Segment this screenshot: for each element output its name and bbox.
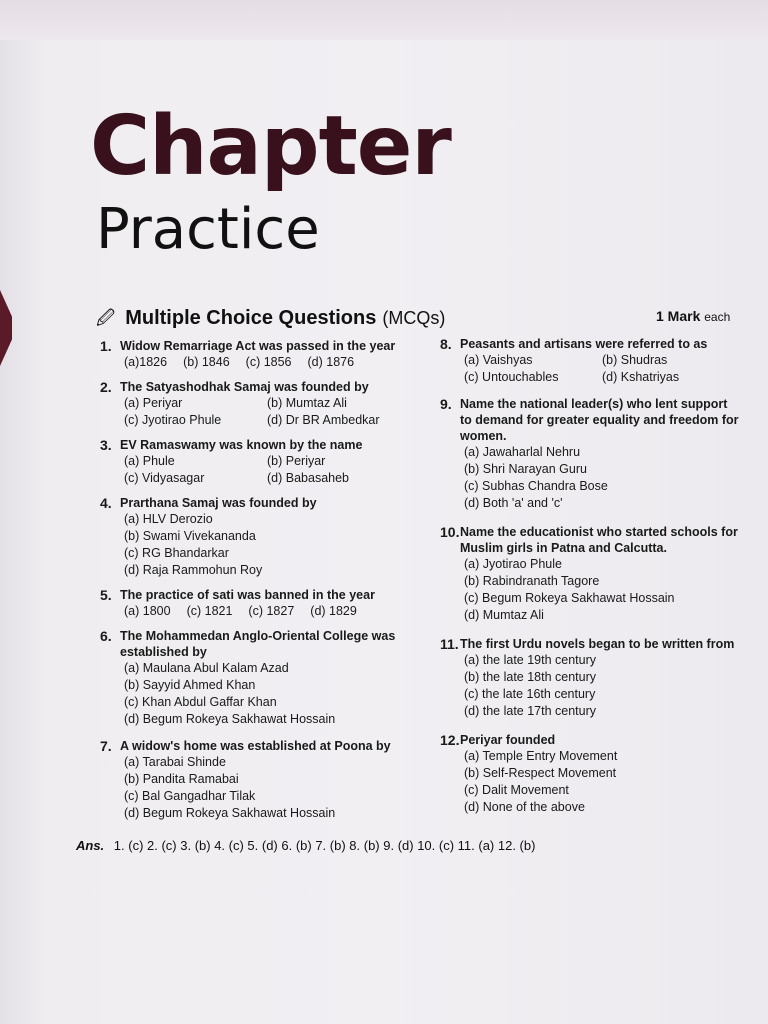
option-item: (c) Khan Abdul Gaffar Khan <box>124 695 277 709</box>
answer-text: 1. (c) 2. (c) 3. (b) 4. (c) 5. (d) 6. (b) 7. (b) 8. (b) 9. (d) 10. (c) 11. (a) 12. (b) <box>113 838 536 853</box>
question-number: 3. <box>100 437 112 453</box>
question-item <box>100 738 410 822</box>
option-item: (c) Untouchables <box>464 370 559 384</box>
options-group <box>124 603 410 620</box>
question-text: The first Urdu novels began to be written from <box>460 637 735 651</box>
question-number: 5. <box>100 587 112 603</box>
question-number: 10. <box>440 524 460 540</box>
option-item: (c) 1827 <box>248 604 295 618</box>
question-item <box>440 336 740 386</box>
question-number: 12. <box>440 732 460 748</box>
question-number: 11. <box>440 636 459 652</box>
option-item: (c) 1856 <box>245 355 292 369</box>
option-item: (d) Babasaheb <box>267 471 350 485</box>
option-item: (d) 1876 <box>307 355 355 369</box>
question-text: Name the national leader(s) who lent support to demand for greater equality and freedom for women. <box>460 397 739 443</box>
question-number: 1. <box>100 338 112 354</box>
question-item <box>100 628 410 728</box>
option-item: (b) Self-Respect Movement <box>464 766 617 780</box>
option-item: (b) Periyar <box>267 454 326 468</box>
option-item: (b) 1846 <box>183 355 230 369</box>
option-item: (d) Dr BR Ambedkar <box>267 413 380 427</box>
question-item <box>440 636 740 720</box>
options-group <box>464 352 740 386</box>
option-item: (b) the late 18th century <box>464 670 597 684</box>
option-item: (a) the late 19th century <box>464 653 597 667</box>
option-item: (a) Temple Entry Movement <box>464 749 618 763</box>
option-item: (a) HLV Derozio <box>124 512 213 526</box>
question-item <box>440 396 740 512</box>
page-edge-marker <box>0 290 12 366</box>
question-text: Periyar founded <box>460 733 556 747</box>
question-number: 8. <box>440 336 452 352</box>
question-text: The Satyashodhak Samaj was founded by <box>120 380 369 394</box>
option-item: (c) Subhas Chandra Bose <box>464 479 608 493</box>
question-number: 2. <box>100 379 112 395</box>
marks-each: each <box>704 310 731 324</box>
option-item: (d) Mumtaz Ali <box>464 608 544 622</box>
options-group <box>464 652 740 720</box>
option-item: (a) Maulana Abul Kalam Azad <box>124 661 289 675</box>
option-item: (a) Vaishyas <box>464 353 533 367</box>
option-item: (c) Vidyasagar <box>124 471 205 485</box>
options-group <box>124 754 410 822</box>
question-number: 7. <box>100 738 112 754</box>
answer-key <box>76 838 535 853</box>
questions-right-column <box>440 336 740 816</box>
question-text: Peasants and artisans were referred to as <box>460 337 708 351</box>
chapter-title: Chapter <box>90 99 451 194</box>
option-item: (b) Mumtaz Ali <box>267 396 347 410</box>
question-item <box>100 338 410 371</box>
question-item <box>100 437 410 487</box>
option-item: (d) None of the above <box>464 800 585 814</box>
option-item: (d) Both 'a' and 'c' <box>464 496 563 510</box>
edit-icon: 🖉 <box>96 308 116 328</box>
option-item: (a) Jyotirao Phule <box>464 557 562 571</box>
question-text: The practice of sati was banned in the year <box>120 588 375 602</box>
question-item <box>100 587 410 620</box>
marks-value: 1 Mark <box>656 308 701 324</box>
option-item: (a) Jawaharlal Nehru <box>464 445 581 459</box>
options-group <box>124 511 410 579</box>
question-text: The Mohammedan Anglo-Oriental College was established by <box>120 629 396 659</box>
option-item: (b) Swami Vivekananda <box>124 529 256 543</box>
answer-label: Ans. <box>76 838 105 853</box>
option-item: (d) Begum Rokeya Sakhawat Hossain <box>124 806 336 820</box>
option-item: (a) Periyar <box>124 396 183 410</box>
question-text: Prarthana Samaj was founded by <box>120 496 317 510</box>
question-text: Name the educationist who started schools for Muslim girls in Patna and Calcutta. <box>460 525 738 555</box>
section-abbr: (MCQs) <box>382 308 446 328</box>
section-title: Multiple Choice Questions <box>125 307 377 329</box>
page-top-band <box>0 0 768 40</box>
option-item: (d) Begum Rokeya Sakhawat Hossain <box>124 712 336 726</box>
option-item: (d) Kshatriyas <box>602 370 680 384</box>
options-group <box>464 748 740 816</box>
option-item: (c) Jyotirao Phule <box>124 413 222 427</box>
option-item: (d) Raja Rammohun Roy <box>124 563 263 577</box>
option-item: (a) Tarabai Shinde <box>124 755 226 769</box>
option-item: (b) Rabindranath Tagore <box>464 574 600 588</box>
options-group <box>124 395 410 429</box>
question-item <box>440 524 740 624</box>
option-item: (c) 1821 <box>186 604 233 618</box>
question-item <box>100 495 410 579</box>
option-item: (b) Sayyid Ahmed Khan <box>124 678 256 692</box>
options-group <box>124 453 410 487</box>
option-item: (a) 1800 <box>124 604 171 618</box>
question-item <box>100 379 410 429</box>
option-item: (d) the late 17th century <box>464 704 597 718</box>
practice-title: Practice <box>96 197 320 262</box>
option-item: (b) Shudras <box>602 353 668 367</box>
question-text: EV Ramaswamy was known by the name <box>120 438 363 452</box>
options-group <box>124 354 410 371</box>
questions-left-column <box>100 338 410 822</box>
marks-note <box>656 308 730 324</box>
section-heading <box>96 306 445 336</box>
options-group <box>124 660 410 728</box>
question-item <box>440 732 740 816</box>
option-item: (d) 1829 <box>310 604 357 618</box>
question-number: 4. <box>100 495 112 511</box>
question-text: Widow Remarriage Act was passed in the year <box>120 339 396 353</box>
options-group <box>464 556 740 624</box>
option-item: (c) RG Bhandarkar <box>124 546 229 560</box>
option-item: (b) Pandita Ramabai <box>124 772 239 786</box>
question-text: A widow's home was established at Poona by <box>120 739 391 753</box>
option-item: (b) Shri Narayan Guru <box>464 462 587 476</box>
option-item: (c) Begum Rokeya Sakhawat Hossain <box>464 591 675 605</box>
option-item: (a) Phule <box>124 454 175 468</box>
question-number: 6. <box>100 628 112 644</box>
question-number: 9. <box>440 396 452 412</box>
option-item: (c) the late 16th century <box>464 687 596 701</box>
options-group <box>464 444 740 512</box>
option-item: (c) Bal Gangadhar Tilak <box>124 789 256 803</box>
option-item: (c) Dalit Movement <box>464 783 569 797</box>
option-item: (a)1826 <box>124 355 168 369</box>
